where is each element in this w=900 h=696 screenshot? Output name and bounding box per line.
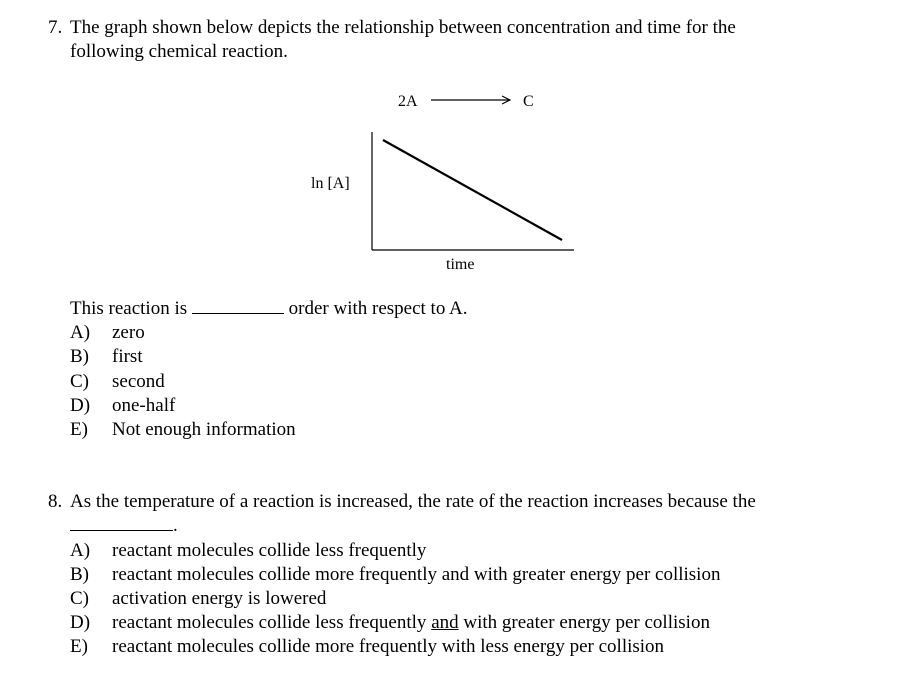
q7-option-a: A) zero <box>70 322 145 343</box>
reaction-reactant: 2A <box>398 93 418 110</box>
graph-data-line <box>383 140 562 240</box>
q8-option-a: A) reactant molecules collide less frequently <box>70 540 427 561</box>
q7-stem <box>70 297 468 321</box>
q7-answer-blank <box>192 313 284 314</box>
q7-option-c: C) second <box>70 371 165 392</box>
q7-number: 7. <box>48 17 63 38</box>
q8-option-b: B) reactant molecules collide more frequently and with greater energy per collision <box>70 564 721 585</box>
reaction-arrow <box>431 96 510 104</box>
q8-option-c: C) activation energy is lowered <box>70 588 327 609</box>
q8-option-e: E) reactant molecules collide more frequently with less energy per collision <box>70 636 665 657</box>
q7-text-line2: following chemical reaction. <box>70 41 288 62</box>
q7-stem-pre: This reaction is <box>70 298 188 319</box>
q7-option-b: B) first <box>70 346 143 367</box>
graph-ylabel: ln [A] <box>311 175 350 192</box>
reaction-product: C <box>523 93 534 110</box>
q7-option-d: D) one-half <box>70 395 176 416</box>
q8-number: 8. <box>48 491 63 512</box>
q7-option-e: E) Not enough information <box>70 419 296 440</box>
q8-text-line1: As the temperature of a reaction is increased, the rate of the reaction increases because the <box>70 491 756 512</box>
q8-option-d: D) reactant molecules collide less frequently and with greater energy per collision <box>70 612 710 633</box>
underlined-and: and <box>431 612 459 633</box>
q8-answer-blank <box>70 514 178 538</box>
q8-blank-period: . <box>173 515 178 536</box>
graph-xlabel: time <box>446 256 475 273</box>
q7-text-line1: The graph shown below depicts the relationship between concentration and time for the <box>70 17 736 38</box>
q7-stem-post: order with respect to A. <box>288 298 468 319</box>
